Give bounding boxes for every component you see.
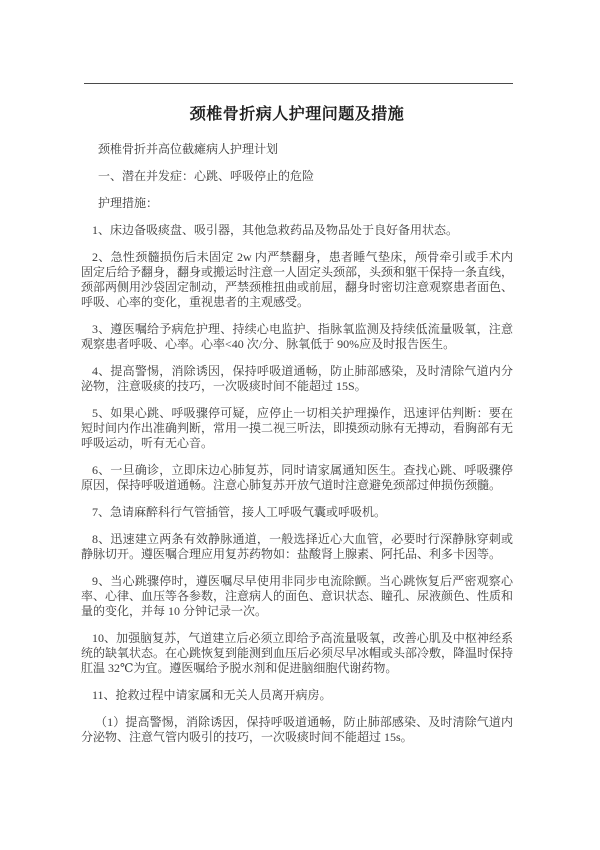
measure-paragraph: 11、抢救过程中请家属和无关人员离开病房。 — [92, 688, 332, 702]
measure-paragraph: 5、如果心跳、呼吸骤停可疑，应停止一切相关护理操作，迅速评估判断：要在短时间内作出准确判断，常用一摸二视三听法，即摸颈动脉有无搏动，看胸部有无呼吸运动，听有无心音。 — [81, 406, 514, 450]
measure-paragraph: 9、当心跳骤停时，遵医嘱尽早使用非同步电流除颤。当心跳恢复后严密观察心率、心律、血压等各参数，注意病人的面色、意识状态、瞳孔、尿液颜色、性质和量的变化，并每 10 分钟记录一次。 — [81, 574, 514, 618]
document-title: 颈椎骨折病人护理问题及措施 — [189, 106, 405, 123]
sub-measure-paragraph: （1）提高警惕，消除诱因，保持呼吸道通畅，防止肺部感染、及时清除气道内分泌物、注意气管内吸引的技巧，一次吸痰时间不能超过 15s。 — [81, 715, 513, 744]
measure-paragraph: 2、急性颈髓损伤后未固定 2w 内严禁翻身，患者睡气垫床，颅骨牵引或手术内固定后给予翻身，翻身或搬运时注意一人固定头颈部，头颈和躯干保持一条直线，颈部两侧用沙袋固定制动，严禁颈椎扭曲或前屈，翻身时密切注意观察患者面色、呼吸、心率的变化，重视患者的主观感受。 — [81, 250, 514, 309]
measure-paragraph: 6、一旦确诊，立即床边心肺复苏，同时请家属通知医生。查找心跳、呼吸骤停原因，保持呼吸道通畅。注意心肺复苏开放气道时注意避免颈部过伸损伤颈髓。 — [81, 463, 513, 492]
measure-paragraph: 3、遵医嘱给予病危护理、持续心电监护、指脉氧监测及持续低流量吸氧，注意观察患者呼吸、心率。心率<40 次/分、脉氧低于 90%应及时报告医生。 — [81, 322, 513, 351]
measure-paragraph: 7、急请麻醉科行气管插管，接人工呼吸气囊或呼吸机。 — [92, 505, 387, 519]
intro-line: 一、潜在并发症：心跳、呼吸停止的危险 — [98, 169, 315, 183]
intro-line: 护理措施： — [98, 196, 159, 210]
header-rule — [84, 83, 513, 84]
measure-paragraph: 8、迅速建立两条有效静脉通道，一般选择近心大血管，必要时行深静脉穿刺或静脉切开。遵医嘱合理应用复苏药物如：盐酸肾上腺素、阿托品、利多卡因等。 — [81, 532, 513, 561]
intro-line: 颈椎骨折并高位截瘫病人护理计划 — [98, 142, 279, 156]
document-body — [81, 142, 513, 745]
measure-paragraph: 10、加强脑复苏，气道建立后必须立即给予高流量吸氧，改善心肌及中枢神经系统的缺氧状态。在心跳恢复到能测到血压后必须尽早冰帽或头部冷敷，降温时保持肛温 32℃为宜。遵医嘱给予脱水剂和促进脑细胞代谢药物。 — [81, 631, 514, 675]
measure-paragraph: 1、床边备吸痰盘、吸引器，其他急救药品及物品处于良好备用状态。 — [92, 223, 459, 237]
measure-paragraph: 4、提高警惕，消除诱因，保持呼吸道通畅，防止肺部感染，及时清除气道内分泌物，注意吸痰的技巧，一次吸痰时间不能超过 15S。 — [81, 364, 513, 393]
